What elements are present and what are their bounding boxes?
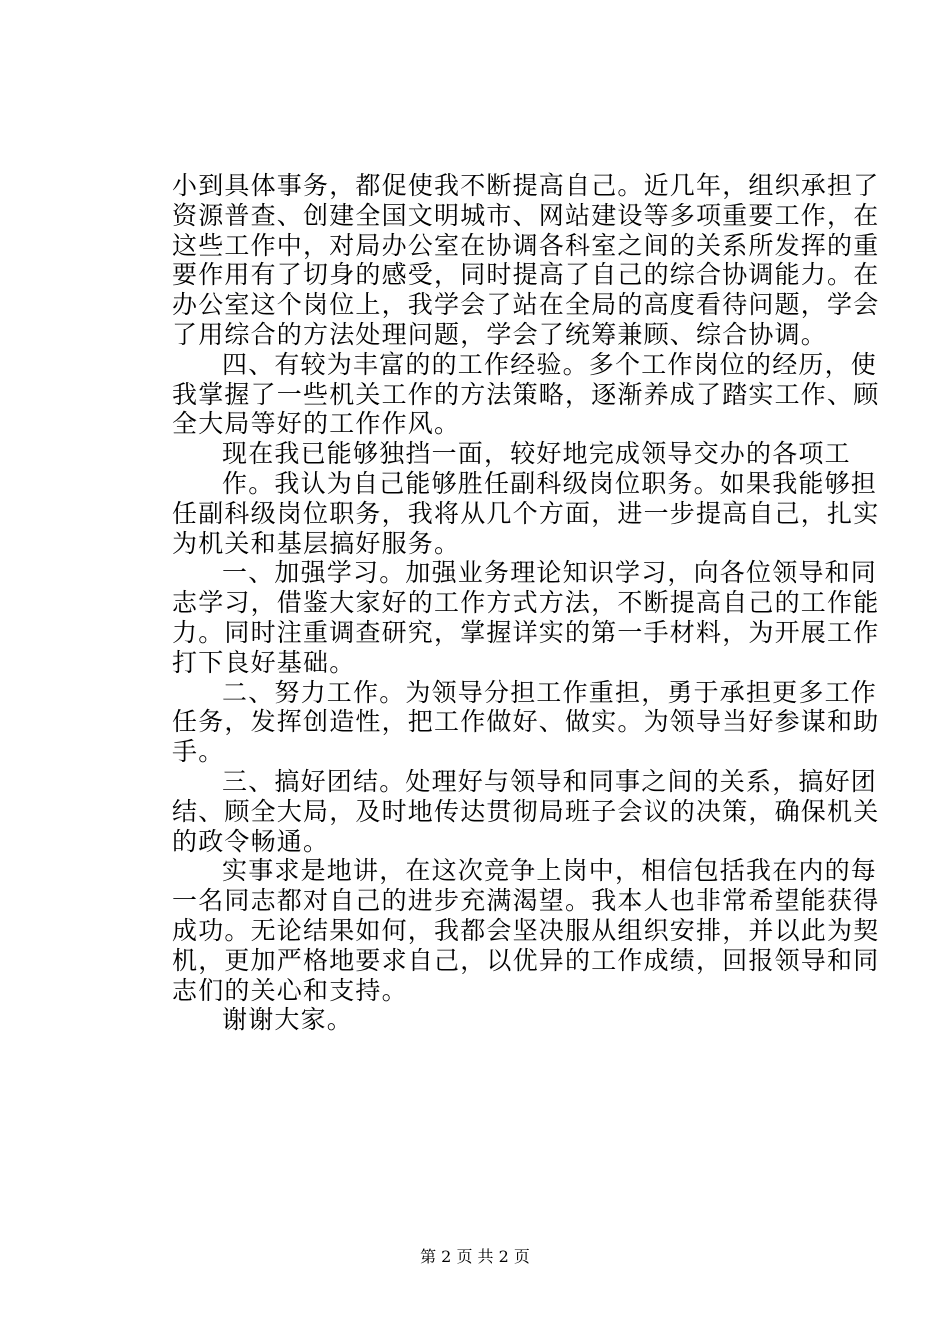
text-line: 我掌握了一些机关工作的方法策略，逐渐养成了踏实工作、顾 (172, 379, 880, 409)
text-line: 成功。无论结果如何，我都会坚决服从组织安排，并以此为契 (172, 915, 880, 945)
text-line: 志们的关心和支持。 (172, 975, 408, 1005)
text-line: 的政令畅通。 (172, 826, 330, 856)
text-line: 一、加强学习。加强业务理论知识学习，向各位领导和同 (222, 558, 878, 588)
text-line: 实事求是地讲，在这次竞争上岗中，相信包括我在内的每 (222, 856, 878, 886)
text-line: 现在我已能够独挡一面，较好地完成领导交办的各项工 (222, 439, 851, 469)
text-line: 手。 (172, 737, 225, 767)
text-line: 小到具体事务，都促使我不断提高自己。近几年，组织承担了 (172, 171, 880, 200)
text-line: 一名同志都对自己的进步充满渴望。我本人也非常希望能获得 (172, 886, 880, 916)
text-line: 为机关和基层搞好服务。 (172, 528, 461, 558)
text-line: 任务，发挥创造性，把工作做好、做实。为领导当好参谋和助 (172, 707, 880, 737)
text-line: 志学习，借鉴大家好的工作方式方法，不断提高自己的工作能 (172, 588, 880, 618)
text-line: 谢谢大家。 (222, 1005, 354, 1035)
text-line: 资源普查、创建全国文明城市、网站建设等多项重要工作，在 (172, 200, 880, 230)
text-line: 任副科级岗位职务，我将从几个方面，进一步提高自己，扎实 (172, 498, 880, 528)
text-line: 二、努力工作。为领导分担工作重担，勇于承担更多工作 (222, 677, 878, 707)
text-line: 三、搞好团结。处理好与领导和同事之间的关系，搞好团 (222, 766, 878, 796)
text-line: 四、有较为丰富的的工作经验。多个工作岗位的经历，使 (222, 349, 878, 379)
body-text (172, 171, 880, 1035)
text-line: 力。同时注重调查研究，掌握详实的第一手材料，为开展工作 (172, 617, 880, 647)
text-line: 机，更加严格地要求自己，以优异的工作成绩，回报领导和同 (172, 945, 880, 975)
page-footer: 第 2 页 共 2 页 (420, 1247, 530, 1266)
text-line: 办公室这个岗位上，我学会了站在全局的高度看待问题，学会 (172, 290, 880, 320)
text-line: 这些工作中，对局办公室在协调各科室之间的关系所发挥的重 (172, 230, 880, 260)
text-line: 全大局等好的工作作风。 (172, 409, 461, 439)
text-line: 了用综合的方法处理问题，学会了统筹兼顾、综合协调。 (172, 319, 828, 349)
text-line: 结、顾全大局，及时地传达贯彻局班子会议的决策，确保机关 (172, 796, 880, 826)
text-line: 作。我认为自己能够胜任副科级岗位职务。如果我能够担 (222, 468, 878, 498)
text-line: 打下良好基础。 (172, 647, 356, 677)
text-line: 要作用有了切身的感受，同时提高了自己的综合协调能力。在 (172, 260, 880, 290)
